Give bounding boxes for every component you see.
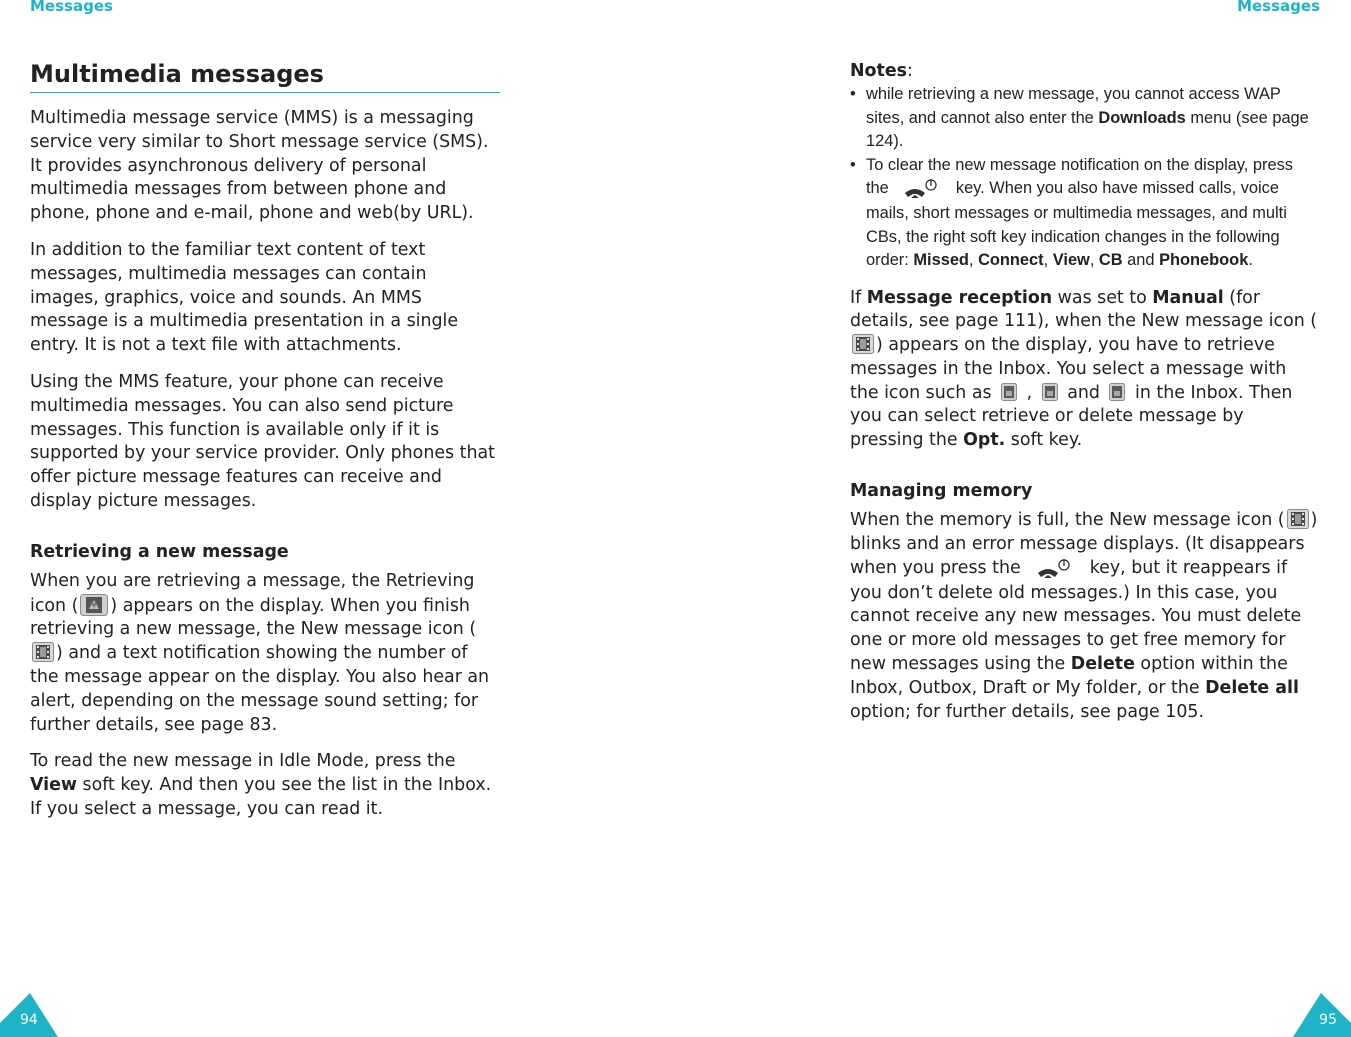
locked-message-icon — [1109, 383, 1125, 401]
softkey-view: View — [1052, 251, 1090, 269]
page-number-tab — [1293, 989, 1351, 1037]
text-run: ) appears on the display, you have to retrieve messages in the Inbox. You select a message with the icon such as — [850, 335, 1287, 403]
downloads-menu-label: Downloads — [1098, 108, 1186, 127]
text-run: option within the Inbox, Outbox, Draft or My folder, or the — [850, 654, 1288, 698]
text-run: in the Inbox. Then you can select retrieve or delete message by pressing the — [850, 382, 1293, 451]
end-key-icon — [1036, 558, 1074, 582]
notes-title: Notes — [850, 61, 907, 81]
text-run: To clear the new message notification on the display, press the — [866, 155, 1293, 197]
running-head: Messages — [1237, 0, 1320, 15]
text-run: and — [1061, 382, 1106, 403]
intro-paragraph: In addition to the familiar text content of text messages, multimedia messages can contain images, graphics, voice and sounds. An MMS message is a multimedia presentation in a single entry. It is not a text file with attachments. — [30, 239, 459, 356]
softkey-phonebook: Phonebook — [1159, 251, 1249, 269]
page-number: 94 — [20, 1012, 38, 1028]
page-number: 95 — [1319, 1012, 1337, 1028]
text-run: , — [1089, 251, 1099, 269]
opt-key-label: Opt. — [963, 430, 1006, 451]
right-page — [676, 0, 1351, 1037]
message-reception-label: Message reception — [866, 287, 1053, 308]
text-run: : — [906, 61, 913, 81]
retrieving-icon — [80, 594, 108, 616]
read-message-icon — [1042, 383, 1058, 401]
message-reception-paragraph — [850, 287, 1320, 454]
intro-paragraph: Using the MMS feature, your phone can receive multimedia messages. You can also send picture messages. This function is available only if it is supported by your service provider. Only phones that offer picture message features can receive and display picture messages. — [30, 371, 495, 511]
text-run: ) and a text notification showing the number of the message appear on the display. You also hear an alert, depending on the message sound setting; for further details, see page 83. — [30, 643, 490, 735]
delete-option-label: Delete — [1070, 654, 1135, 675]
manual-label: Manual — [1152, 287, 1224, 308]
page-number-tab — [0, 989, 58, 1037]
text-run: soft key. And then you see the list in the Inbox. If you select a message, you can read it. — [30, 775, 492, 819]
note-item — [850, 83, 1320, 154]
text-run: while retrieving a new message, you cannot access WAP sites, and cannot also enter the — [866, 85, 1281, 127]
end-key-icon — [903, 178, 941, 202]
text-run: ) blinks and an error message displays. (It disappears when you press the — [850, 510, 1318, 578]
unread-message-icon — [1001, 383, 1017, 401]
softkey-cb: CB — [1098, 251, 1123, 269]
managing-heading: Managing memory — [850, 481, 1033, 502]
section-title: Multimedia messages — [30, 58, 500, 93]
text-run: , — [1021, 382, 1038, 403]
text-run: ) appears on the display. When you finish retrieving a new message, the New message icon ( — [30, 595, 477, 640]
text-run: , — [968, 251, 979, 269]
new-message-icon — [1287, 509, 1309, 529]
intro-paragraph: Multimedia message service (MMS) is a messaging service very similar to Short message service (SMS). It provides asynchronous delivery of personal multimedia messages from between phone and phone, phone and e-mail, phone and web(by URL). — [30, 108, 489, 224]
right-content — [850, 59, 1320, 737]
read-message-paragraph — [30, 750, 500, 821]
text-run: When the memory is full, the New message icon ( — [850, 510, 1285, 531]
text-run: and — [1122, 251, 1160, 269]
text-run: To read the new message in Idle Mode, press the — [30, 751, 456, 772]
new-message-icon — [32, 642, 54, 662]
left-content — [30, 58, 500, 835]
text-run: (for details, see page 111), when the New message icon ( — [850, 287, 1318, 332]
text-run: was set to — [1052, 287, 1153, 308]
left-page — [0, 0, 675, 1037]
notes-label — [850, 59, 1320, 83]
view-key-label: View — [30, 775, 77, 796]
text-run: option; for further details, see page 105. — [850, 701, 1204, 722]
text-run: key, but it reappears if you don’t delete old messages.) In this case, you cannot receive any new messages. You must delete one or more old messages to get free memory for new messages using the — [850, 557, 1302, 675]
delete-all-option-label: Delete all — [1205, 677, 1299, 698]
text-run: When you are retrieving a message, the Retrieving icon ( — [30, 570, 475, 616]
retrieving-heading: Retrieving a new message — [30, 541, 289, 562]
text-run: If — [850, 287, 867, 308]
running-head: Messages — [30, 0, 113, 15]
note-item — [850, 154, 1320, 273]
softkey-missed: Missed — [913, 251, 969, 269]
softkey-connect: Connect — [978, 251, 1044, 269]
text-run: key. When you also have missed calls, voice mails, short messages or multimedia messages, and multi CBs, the right soft key indication changes in the following order: — [866, 179, 1287, 269]
text-run: , — [1043, 251, 1053, 269]
text-run: . — [1248, 251, 1253, 269]
new-message-icon — [852, 334, 874, 354]
retrieving-paragraph — [30, 570, 500, 738]
managing-paragraph — [850, 509, 1320, 724]
text-run: soft key. — [1005, 430, 1083, 451]
text-run: menu (see page 124). — [866, 108, 1309, 150]
notes-list — [850, 83, 1320, 273]
